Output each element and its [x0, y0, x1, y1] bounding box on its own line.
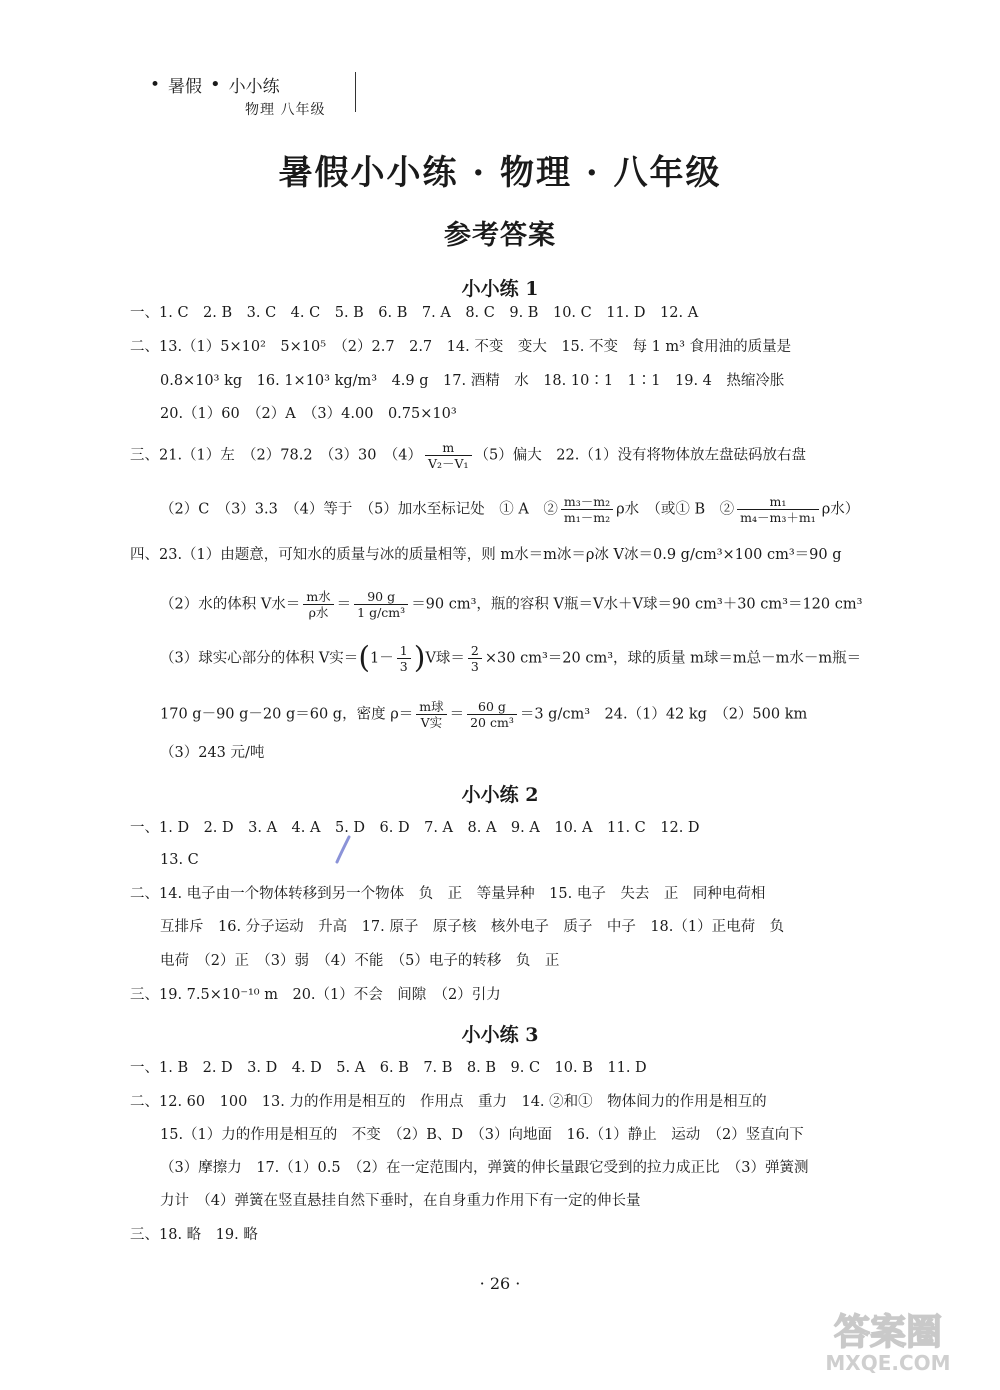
header-divider: [355, 72, 356, 112]
header-subject-grade: 物理 八年级: [245, 102, 326, 118]
answer-line: （3）摩擦力 17.（1）0.5 （2）在一定范围内，弹簧的伸长量跟它受到的拉力成正比 （3）弹簧测: [160, 1160, 809, 1176]
answer-line: 20.（1）60 （2）A （3）4.00 0.75×10³: [160, 406, 457, 422]
answer-line: 二、13.（1）5×10² 5×10⁵ （2）2.7 2.7 14. 不变 变大 15. 不变 每 1 m³ 食用油的质量是: [130, 339, 792, 355]
answer-line: 三、18. 略 19. 略: [130, 1227, 258, 1243]
q21-end: （5）偏大 22.（1）没有将物体放左盘砝码放右盘: [474, 447, 807, 464]
page-title: 暑假小小练 · 物理 · 八年级: [278, 153, 722, 193]
header-name: 小小练: [228, 77, 280, 97]
answer-line: 15.（1）力的作用是相互的 不变 （2）B、D （3）向地面 16.（1）静止 运动 （2）竖直向下: [160, 1127, 804, 1143]
answer-line: 互排斥 16. 分子运动 升高 17. 原子 原子核 核外电子 质子 中子 18.（1）正电荷 负: [160, 919, 785, 935]
page-subtitle: 参考答案: [444, 220, 556, 251]
answer-line-q23-2: （2）水的体积 V水＝ $\frac{\text{m水}}{\text{ρ水}}$ ＝ $\frac{90 g}{\text{1 g/cm³}}$ ＝90 cm³，瓶的容积 V瓶＝V水＋V球＝90 cm³＋30 cm³＝120 cm³: [160, 589, 863, 620]
answer-line: 力计 （4）弹簧在竖直悬挂自然下垂时，在自身重力作用下有一定的伸长量: [160, 1193, 641, 1209]
watermark-url: MXQE.COM: [825, 1351, 951, 1375]
header-series: 暑假: [168, 77, 203, 97]
answer-line: 电荷 （2）正 （3）弱 （4）不能 （5）电子的转移 负 正: [160, 953, 560, 969]
answer-line-q22: （2）C （3）3.3 （4）等于 （5）加水至标记处 ① A ② $\frac{\text{m₃－m₂}}{\text{m₁－m₂}}$ ρ水 （或① B ② $\frac{\text{m₁}}{\text{m₄－m₃＋m₁}}$ ρ水）: [160, 494, 860, 525]
section-heading: 小小练 2: [461, 784, 539, 806]
answer-line: 0.8×10³ kg 16. 1×10³ kg/m³ 4.9 g 17. 酒精 水 18. 10∶1 1∶1 19. 4 热缩冷胀: [160, 373, 785, 389]
answer-line: 二、14. 电子由一个物体转移到另一个物体 负 正 等量异种 15. 电子 失去 正 同种电荷相: [130, 886, 766, 902]
answer-line-q21: [130, 440, 806, 471]
fraction-b: $\frac{\text{m₁}}{\text{m₄－m₃＋m₁}}$: [737, 494, 819, 525]
fraction: $\frac{\text{m球}}{\text{V实}}$: [416, 699, 446, 730]
fraction: $\frac{60 g}{\text{20 cm³}}$: [467, 699, 517, 730]
answer-line: 一、1. B 2. D 3. D 4. D 5. A 6. B 7. B 8. B 9. C 10. B 11. D: [130, 1060, 647, 1076]
answer-line: 一、1. C 2. B 3. C 4. C 5. B 6. B 7. A 8. C 9. B 10. C 11. D 12. A: [130, 305, 699, 321]
fraction: $\frac{1}{3}$: [397, 643, 411, 674]
fraction: $\frac{2}{3}$: [468, 643, 482, 674]
pen-mark-icon: [333, 835, 353, 865]
answer-line: 三、19. 7.5×10⁻¹⁰ m 20.（1）不会 间隙 （2）引力: [130, 987, 501, 1003]
fraction-a: $\frac{\text{m₃－m₂}}{\text{m₁－m₂}}$: [561, 494, 613, 525]
answer-line-q23-3: （3）球实心部分的体积 V实＝(1－ $\frac{1}{3}$ )V球＝ $\frac{2}{3}$ ×30 cm³＝20 cm³，球的质量 m球＝m总－m水－m瓶＝: [160, 640, 862, 676]
page-number: · 26 ·: [479, 1274, 521, 1293]
answer-line: （3）243 元/吨: [160, 745, 265, 761]
answer-line: 二、12. 60 100 13. 力的作用是相互的 作用点 重力 14. ②和① 物体间力的作用是相互的: [130, 1094, 767, 1110]
answer-line: 13. C: [160, 852, 199, 868]
header-dot: •: [210, 74, 221, 95]
answer-line-q23-4: 170 g－90 g－20 g＝60 g，密度 ρ＝ $\frac{\text{m球}}{\text{V实}}$ ＝ $\frac{60 g}{\text{20 cm³}}$ ＝3 g/cm³ 24.（1）42 kg （2）500 km: [160, 699, 808, 730]
answer-line: 一、1. D 2. D 3. A 4. A 5. D 6. D 7. A 8. A 9. A 10. A 11. C 12. D: [130, 820, 700, 836]
q21-start: 三、21.（1）左 （2）78.2 （3）30 （4）: [130, 447, 422, 464]
answer-line: 四、23.（1）由题意，可知水的质量与冰的质量相等，则 m水＝m冰＝ρ冰 V冰＝0.9 g/cm³×100 cm³＝90 g: [130, 547, 842, 563]
density-fraction: $\frac{m}{\text{V₂－V₁}}$: [425, 440, 472, 471]
fraction: $\frac{90 g}{\text{1 g/cm³}}$: [354, 589, 408, 620]
header-bullet: •: [150, 74, 161, 95]
watermark-logo: [798, 1304, 978, 1376]
watermark-text: 答案圈: [833, 1312, 943, 1353]
header-mark: [150, 72, 325, 119]
section-heading: 小小练 3: [461, 1024, 539, 1046]
fraction: $\frac{\text{m水}}{\text{ρ水}}$: [303, 589, 333, 620]
section-heading: 小小练 1: [461, 278, 539, 300]
